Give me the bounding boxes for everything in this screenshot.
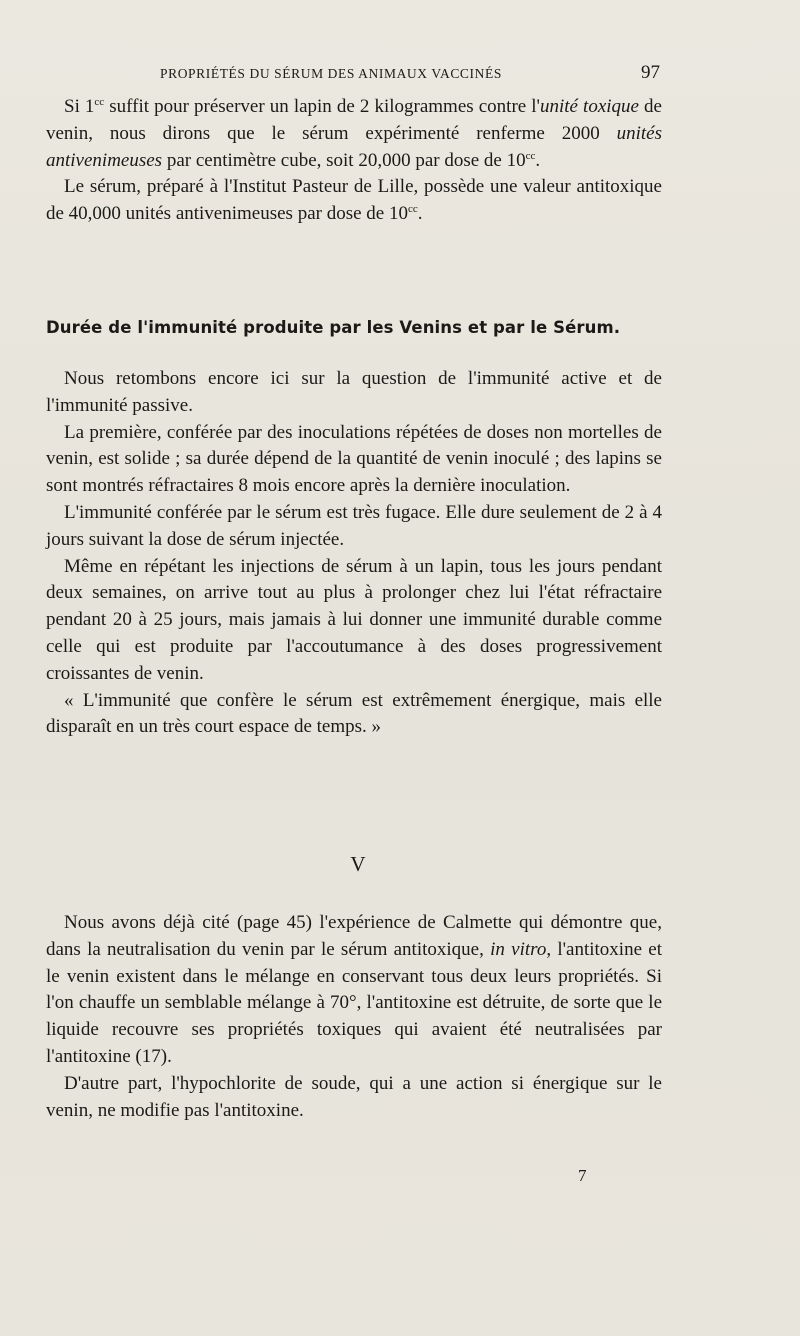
italic-term: in vitro [490,938,547,960]
signature-mark: 7 [578,1166,587,1185]
italic-term: unité toxique [539,96,639,117]
italic-term: unités antivenimeuses [46,122,662,171]
page-number: 97 [641,62,660,83]
opening-text-block [46,94,662,228]
section-heading: Durée de l'immunité produite par les Venins et par le Sérum. [46,318,621,337]
quoted-paragraph: « L'immunité que confère le sérum est extrêmement énergique, mais elle disparaît en un très court espace de temps. » [46,689,662,738]
text-run: par centimètre cube, soit 20,000 par dose de 10 [162,149,526,171]
text-run: . [417,203,423,225]
text-run: Si 1 [64,96,95,117]
superscript-cc: cc [94,96,105,108]
paragraph: Même en répétant les injections de sérum à un lapin, tous les jours pendant deux semaines, on arrive tout au plus à prolonger chez lui l'état réfractaire pendant 20 à 25 jours, mais jamais à lui donner une immunité durable comme celle qui est produite par l'accoutumance à des doses progressivement croissantes de venin. [46,555,662,684]
paragraph-calmette [46,910,662,1071]
page-header [0,62,800,88]
superscript-cc: cc [525,149,536,162]
immunity-text-block [46,366,662,741]
text-run: Nous avons déjà cité (page 45) l'expérience de Calmette qui démontre que, dans la neutralisation du venin par le sérum antitoxique, [46,912,662,960]
text-run: Le sérum, préparé à l'Institut Pasteur de Lille, possède une valeur antitoxique de 40,000 unités antivenimeuses par dose de 10 [46,176,662,225]
text-run: de venin, nous dirons que le sérum expérimenté renferme 2000 [46,96,662,144]
paragraph-lille-serum [46,174,662,228]
text-run: . [535,149,541,171]
running-title: PROPRIÉTÉS DU SÉRUM DES ANIMAUX VACCINÉS [160,66,502,81]
paragraph: L'immunité conférée par le sérum est très fugace. Elle dure seulement de 2 à 4 jours suivant la dose de sérum injectée. [46,501,662,550]
text-run: , l'antitoxine et le venin existent dans le mélange en conservant tous deux leurs propriétés. Si l'on chauffe un semblable mélange à 70°, l'antitoxine est détruite, de sorte que le liquide recouvre ses propriétés toxiques qui avaient été neutralisées par l'antitoxine (17). [46,938,662,1067]
paragraph: D'autre part, l'hypochlorite de soude, qui a une action si énergique sur le venin, ne modifie pas l'antitoxine. [46,1072,662,1121]
chapter-numeral: V [350,852,366,876]
antitoxin-text-block [46,910,662,1124]
superscript-cc: cc [407,203,418,216]
text-run: suffit pour préserver un lapin de 2 kilogrammes contre l' [104,96,540,117]
paragraph-toxic-unit [46,94,662,174]
paragraph: La première, conférée par des inoculations répétées de doses non mortelles de venin, est solide ; sa durée dépend de la quantité de venin inoculé ; des lapins se sont montrés réfractaires 8 mois encore après la dernière inoculation. [46,421,662,497]
paragraph: Nous retombons encore ici sur la question de l'immunité active et de l'immunité passive. [46,368,662,416]
